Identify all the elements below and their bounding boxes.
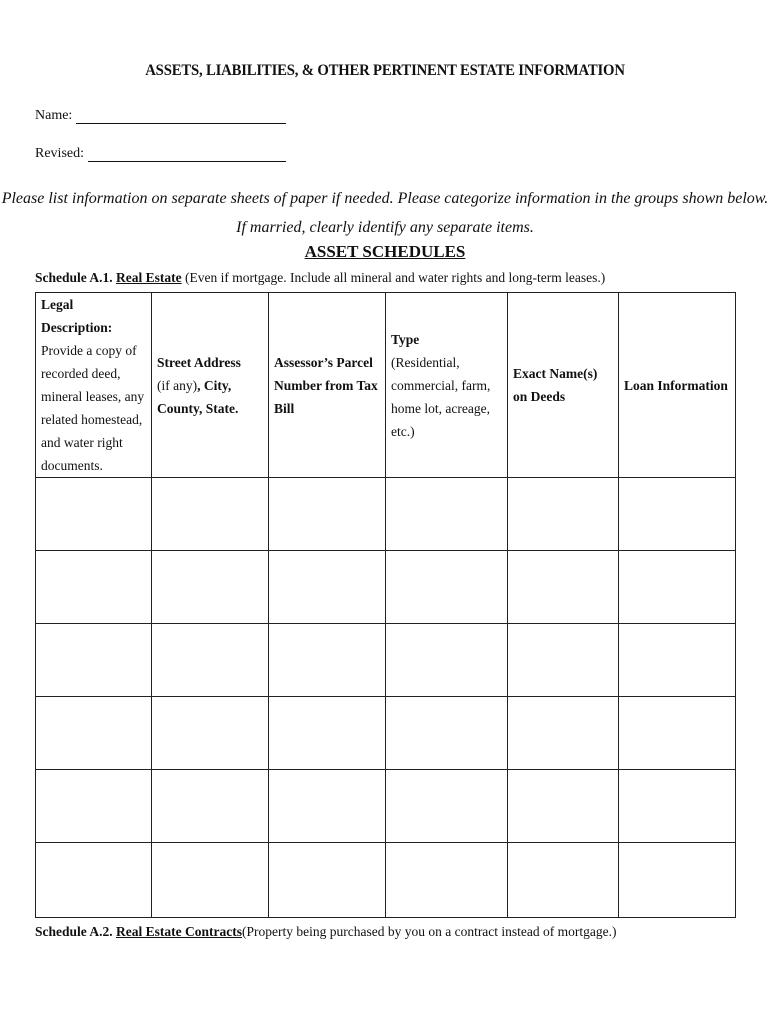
table-cell[interactable]: [619, 770, 736, 843]
table-cell[interactable]: [508, 843, 619, 918]
table-row: [36, 478, 736, 551]
street-address-title: Street Address: [157, 354, 241, 370]
column-header-parcel-number: [269, 293, 386, 478]
table-cell[interactable]: [152, 624, 269, 697]
column-header-loan-information: [619, 293, 736, 478]
schedule-a2-note: (Property being purchased by you on a contract instead of mortgage.): [242, 924, 617, 939]
schedule-a1-name: Real Estate: [116, 270, 182, 285]
table-cell[interactable]: [386, 478, 508, 551]
legal-description-title: Legal Description:: [41, 297, 113, 335]
revised-blank-line[interactable]: [88, 147, 286, 162]
table-cell[interactable]: [386, 843, 508, 918]
legal-description-detail: Provide a copy of recorded deed, mineral leases, any related homestead, and water right documents.: [41, 343, 145, 473]
schedule-a1-id: Schedule A.1.: [35, 270, 113, 285]
table-cell[interactable]: [269, 843, 386, 918]
name-blank-line[interactable]: [76, 109, 286, 124]
table-cell[interactable]: [619, 551, 736, 624]
street-address-detail: (if any): [157, 377, 198, 393]
exact-names-title: Exact Name(s) on Deeds: [513, 366, 598, 404]
revised-field: [35, 146, 286, 162]
street-address-suffix: , City, County, State.: [157, 377, 239, 416]
instructions-line-2: If married, clearly identify any separate items.: [236, 219, 534, 236]
table-cell[interactable]: [36, 770, 152, 843]
table-cell[interactable]: [152, 551, 269, 624]
table-cell[interactable]: [269, 624, 386, 697]
table-row: [36, 770, 736, 843]
instructions: [0, 184, 770, 242]
table-cell[interactable]: [619, 478, 736, 551]
table-cell[interactable]: [619, 697, 736, 770]
schedule-a2-id: Schedule A.2.: [35, 924, 113, 939]
table-cell[interactable]: [508, 551, 619, 624]
table-row: [36, 843, 736, 918]
table-cell[interactable]: [152, 697, 269, 770]
table-cell[interactable]: [619, 843, 736, 918]
table-cell[interactable]: [152, 843, 269, 918]
schedule-a1-caption: [35, 270, 605, 286]
name-label: Name:: [35, 108, 73, 123]
column-header-street-address: [152, 293, 269, 478]
table-cell[interactable]: [152, 478, 269, 551]
column-header-legal-description: [36, 293, 152, 478]
type-title: Type: [391, 331, 420, 347]
table-cell[interactable]: [269, 770, 386, 843]
table-cell[interactable]: [386, 770, 508, 843]
type-detail: (Residential, commercial, farm, home lot, acreage, etc.): [391, 354, 491, 439]
loan-information-title: Loan Information: [624, 377, 728, 393]
table-cell[interactable]: [36, 624, 152, 697]
table-row: [36, 624, 736, 697]
table-cell[interactable]: [36, 551, 152, 624]
real-estate-table: [35, 292, 736, 918]
document-title: ASSETS, LIABILITIES, & OTHER PERTINENT ESTATE INFORMATION: [145, 62, 625, 79]
table-cell[interactable]: [36, 697, 152, 770]
schedule-a2-caption: [35, 924, 617, 940]
table-cell[interactable]: [508, 697, 619, 770]
table-cell[interactable]: [386, 551, 508, 624]
table-cell[interactable]: [36, 478, 152, 551]
table-header-row: [36, 293, 736, 478]
table-cell[interactable]: [269, 478, 386, 551]
column-header-type: [386, 293, 508, 478]
table-cell[interactable]: [508, 770, 619, 843]
column-header-exact-names: [508, 293, 619, 478]
table-row: [36, 697, 736, 770]
schedule-a1-note: (Even if mortgage. Include all mineral and water rights and long-term leases.): [185, 270, 606, 285]
parcel-number-title: Assessor’s Parcel Number from Tax Bill: [274, 354, 378, 416]
schedule-a2-name: Real Estate Contracts: [116, 924, 242, 939]
table-cell[interactable]: [508, 478, 619, 551]
table-cell[interactable]: [269, 551, 386, 624]
table-cell[interactable]: [619, 624, 736, 697]
table-cell[interactable]: [36, 843, 152, 918]
table-cell[interactable]: [386, 624, 508, 697]
revised-label: Revised:: [35, 146, 84, 161]
table-row: [36, 551, 736, 624]
instructions-line-1: Please list information on separate sheets of paper if needed. Please categorize information in the groups shown below.: [1, 190, 769, 207]
table-cell[interactable]: [152, 770, 269, 843]
section-heading: ASSET SCHEDULES: [304, 242, 466, 261]
table-cell[interactable]: [269, 697, 386, 770]
name-field: [35, 108, 286, 124]
table-cell[interactable]: [386, 697, 508, 770]
table-cell[interactable]: [508, 624, 619, 697]
